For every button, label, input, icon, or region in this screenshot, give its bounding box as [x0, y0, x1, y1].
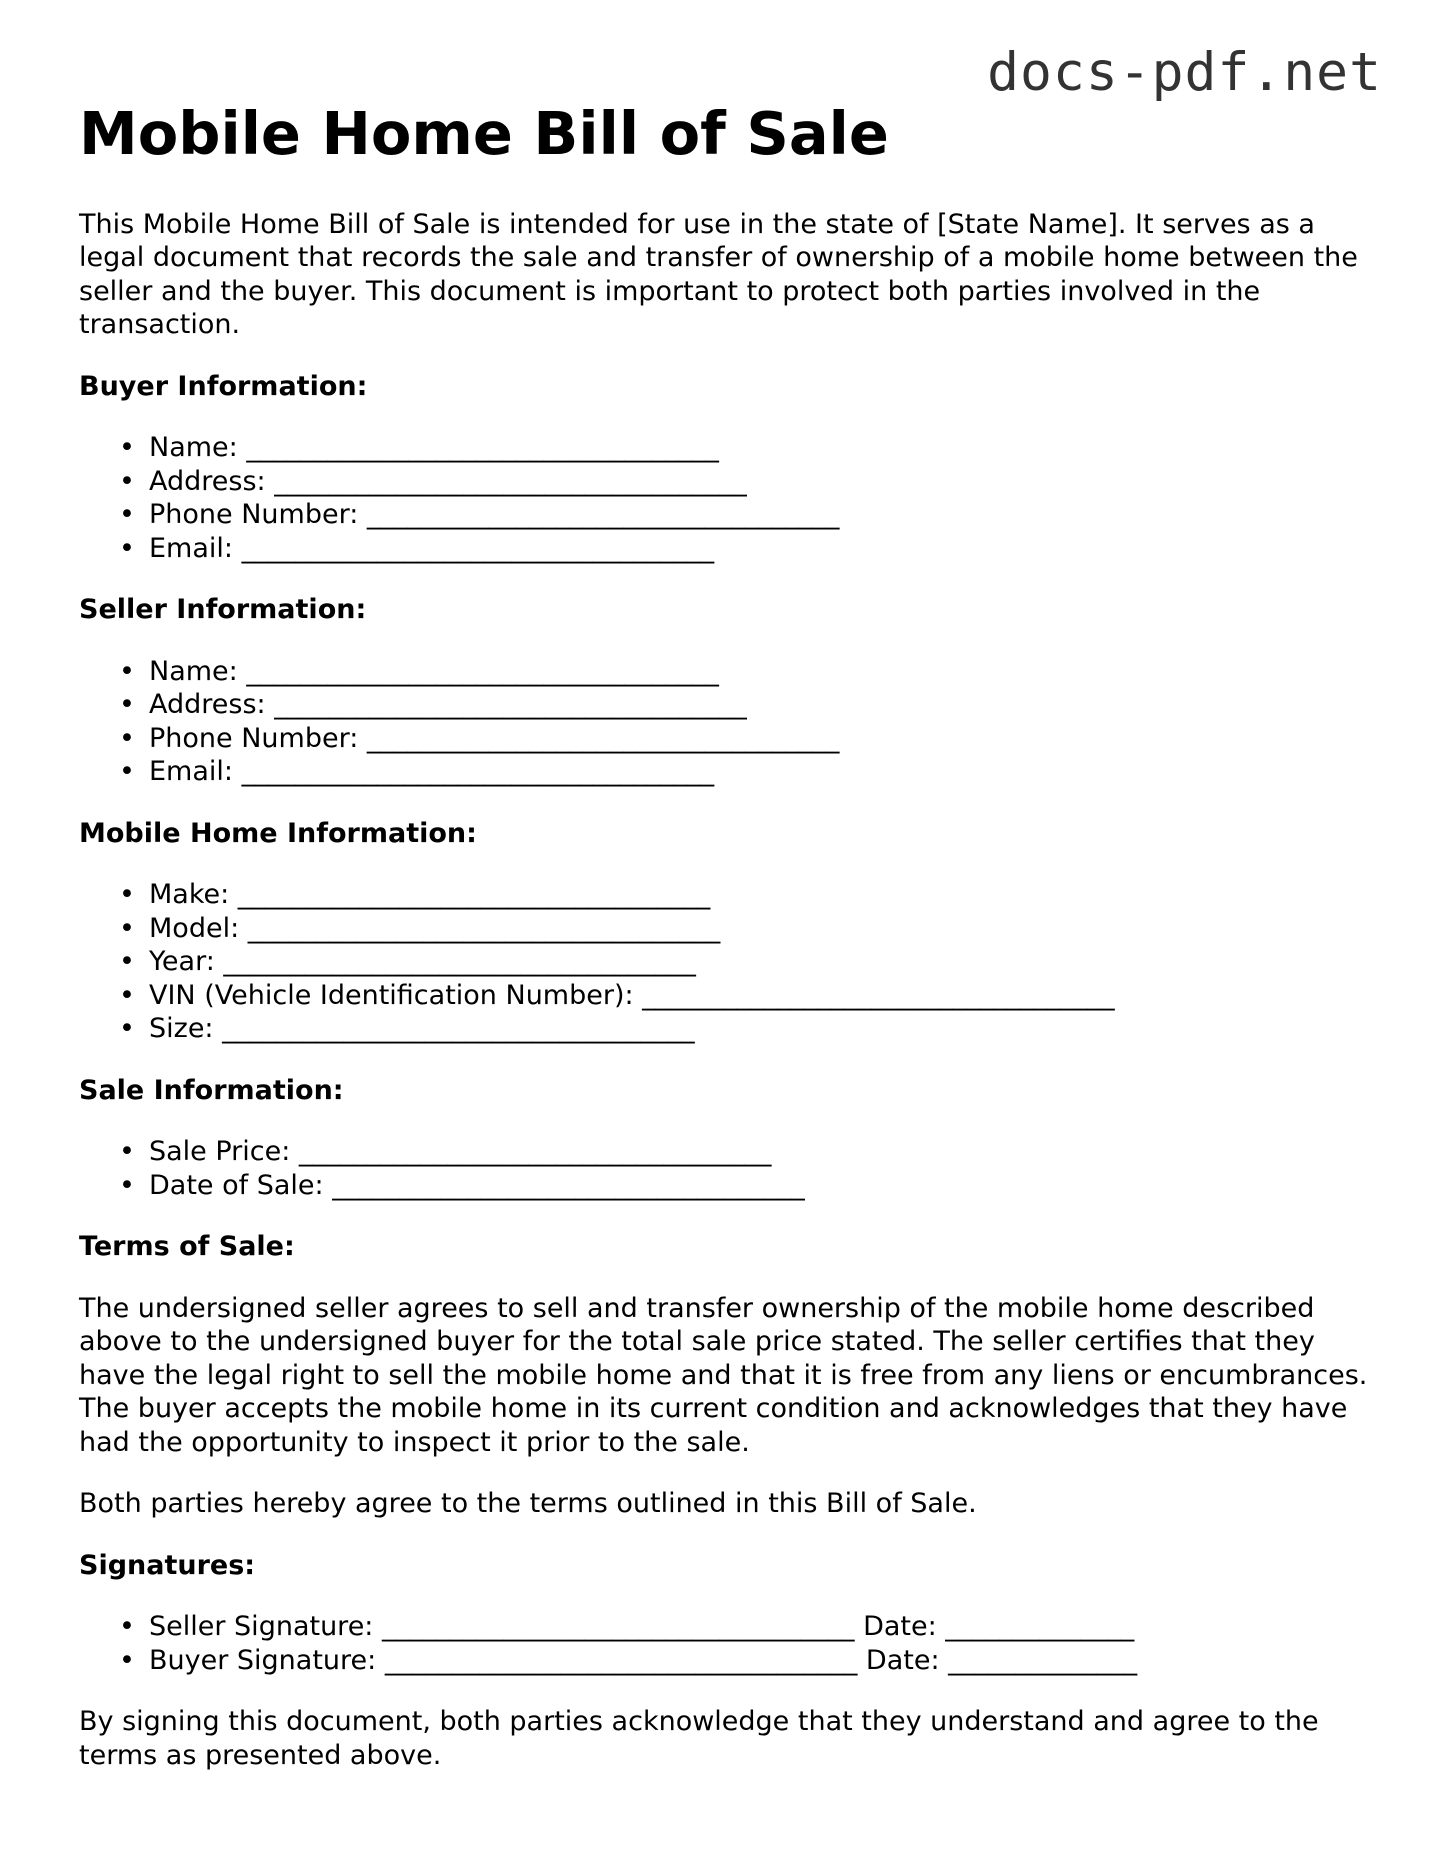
buyer-signature-field: • Buyer Signature: ___________________________________ Date: ______________	[149, 1644, 1369, 1678]
signatures-heading: Signatures:	[79, 1549, 256, 1581]
seller-phone-field: • Phone Number: ___________________________________	[149, 722, 1369, 756]
seller-field-list	[79, 655, 1369, 789]
home-size-field: • Size: ___________________________________	[149, 1012, 1369, 1046]
sale-price-field: • Sale Price: ___________________________________	[149, 1135, 1369, 1169]
home-year-field: • Year: ___________________________________	[149, 945, 1369, 979]
buyer-field-list	[79, 431, 1369, 565]
sale-field-list	[79, 1135, 1369, 1202]
document-page	[79, 100, 1369, 1772]
page-title: Mobile Home Bill of Sale	[79, 99, 889, 168]
buyer-heading: Buyer Information:	[79, 370, 368, 402]
agreement-paragraph: Both parties hereby agree to the terms outlined in this Bill of Sale.	[79, 1488, 977, 1520]
intro-paragraph: This Mobile Home Bill of Sale is intended for use in the state of [State Name]. It serves as a legal document that records the sale and transfer of ownership of a mobile home between the seller and the buyer. This document is important to protect both parties involved in the transaction.	[79, 208, 1358, 341]
seller-address-field: • Address: ___________________________________	[149, 688, 1369, 722]
home-field-list	[79, 878, 1369, 1046]
buyer-address-field: • Address: ___________________________________	[149, 465, 1369, 499]
buyer-phone-field: • Phone Number: ___________________________________	[149, 498, 1369, 532]
watermark: docs-pdf.net	[987, 42, 1382, 103]
closing-paragraph: By signing this document, both parties acknowledge that they understand and agree to the terms as presented above.	[79, 1706, 1319, 1771]
seller-email-field: • Email: ___________________________________	[149, 755, 1369, 789]
signature-field-list	[79, 1610, 1369, 1677]
sale-heading: Sale Information:	[79, 1074, 344, 1106]
terms-heading: Terms of Sale:	[79, 1231, 295, 1263]
seller-name-field: • Name: ___________________________________	[149, 655, 1369, 689]
home-heading: Mobile Home Information:	[79, 817, 477, 849]
home-model-field: • Model: ___________________________________	[149, 912, 1369, 946]
seller-heading: Seller Information:	[79, 594, 367, 626]
buyer-name-field: • Name: ___________________________________	[149, 431, 1369, 465]
home-vin-field: • VIN (Vehicle Identification Number): ___________________________________	[149, 979, 1369, 1013]
terms-paragraph: The undersigned seller agrees to sell and transfer ownership of the mobile home described above to the undersigned buyer for the total sale price stated. The seller certifies that they have the legal right to sell the mobile home and that it is free from any liens or encumbrances. The buyer accepts the mobile home in its current condition and acknowledges that they have had the opportunity to inspect it prior to the sale.	[79, 1292, 1368, 1458]
seller-signature-field: • Seller Signature: ___________________________________ Date: ______________	[149, 1610, 1369, 1644]
buyer-email-field: • Email: ___________________________________	[149, 532, 1369, 566]
home-make-field: • Make: ___________________________________	[149, 878, 1369, 912]
sale-date-field: • Date of Sale: ___________________________________	[149, 1169, 1369, 1203]
